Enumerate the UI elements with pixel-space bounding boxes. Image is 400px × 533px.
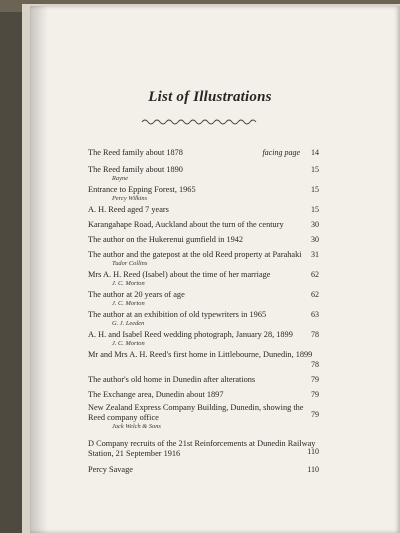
entry-title: Entrance to Epping Forest, 1965 [88, 185, 196, 194]
entry-page: 110 [307, 465, 319, 474]
page-title: List of Illustrations [148, 89, 272, 105]
facing-page-label: facing page [262, 148, 300, 157]
entry-title: Mrs A. H. Reed (Isabel) about the time of her marriage [88, 270, 271, 279]
entry-title: Karangahape Road, Auckland about the turn of the century [88, 220, 284, 229]
entry-title: Mr and Mrs A. H. Reed's first home in Littlebourne, Dunedin, 1899 [88, 350, 313, 359]
entry-credit: Jack Welch & Sons [112, 423, 161, 430]
entry-page: 14 [311, 148, 319, 157]
entry-title: The author on the Hukerenui gumfield in 1942 [88, 235, 244, 244]
entry-page: 78 [311, 330, 319, 339]
list-item [88, 350, 318, 360]
entry-credit: Percy Wilkins [112, 195, 148, 202]
entry-page: 15 [311, 205, 319, 214]
entry-credit: G. J. Leeden [112, 320, 145, 327]
entry-credit: J. C. Morton [112, 280, 145, 287]
entry-title: Percy Savage [88, 465, 133, 474]
entry-title: The author at 20 years of age [88, 290, 185, 299]
entry-title: New Zealand Express Company Building, Dunedin, showing the Reed company office [88, 403, 304, 422]
entry-page: 31 [311, 250, 319, 259]
entry-title: The author at an exhibition of old typewriters in 1965 [88, 310, 267, 319]
entry-page: 62 [311, 290, 319, 299]
entry-page: 63 [311, 310, 319, 319]
entry-title: The author's old home in Dunedin after alterations [88, 375, 256, 384]
entry-page: 79 [311, 410, 319, 419]
entry-title: The author and the gatepost at the old Reed property at Parahaki [88, 250, 302, 259]
entry-title: D Company recruits of the 21st Reinforcements at Dunedin Railway Station, 21 September 1916 [88, 439, 316, 458]
entry-page: 110 [307, 447, 319, 456]
entry-page: 15 [311, 165, 319, 174]
entry-credit: J. C. Morton [112, 300, 145, 307]
entry-page: 79 [311, 375, 319, 384]
entry-title: A. H. and Isabel Reed wedding photograph, January 28, 1899 [88, 330, 293, 339]
entry-page: 79 [311, 390, 319, 399]
entry-title: The Reed family about 1878 [88, 148, 183, 157]
entry-page: 30 [311, 235, 319, 244]
entry-title: The Exchange area, Dunedin about 1897 [88, 390, 224, 399]
entry-credit: Tudor Collins [112, 260, 148, 267]
entry-credit: J. C. Morton [112, 340, 145, 347]
entry-title: The Reed family about 1890 [88, 165, 183, 174]
entry-page: 30 [311, 220, 319, 229]
entry-title: A. H. Reed aged 7 years [88, 205, 169, 214]
entry-page: 62 [311, 270, 319, 279]
entry-page: 15 [311, 185, 319, 194]
entry-credit: Rayne [112, 175, 128, 182]
entry-page: 78 [311, 360, 319, 369]
